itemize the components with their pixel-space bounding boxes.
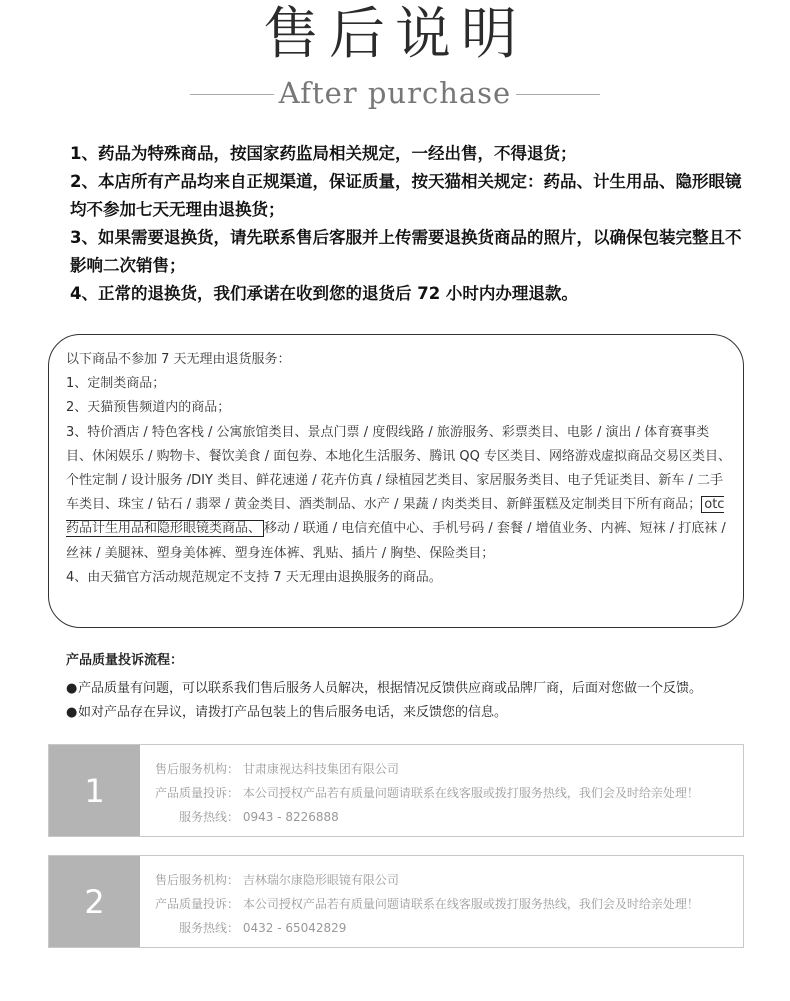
service-card	[48, 744, 744, 837]
excluded-goods-notice	[66, 348, 732, 590]
rule-item: 1、药品为特殊商品，按国家药监局相关规定，一经出售，不得退货；	[70, 144, 577, 163]
complaint-point-text: 如对产品存在异议，请拨打产品包装上的售后服务电话，来反馈您的信息。	[78, 705, 508, 720]
org-label: 售后服务机构：	[155, 873, 240, 887]
card-number: 1	[49, 745, 140, 836]
bullet-icon: ●	[66, 705, 78, 720]
bullet-icon: ●	[66, 681, 78, 696]
org-value: 甘肃康视达科技集团有限公司	[242, 762, 399, 776]
page-subtitle: After purchase	[278, 76, 512, 110]
card-details	[155, 757, 740, 829]
org-row	[155, 868, 740, 892]
complaint-value: 本公司授权产品若有质量问题请联系在线客服或拨打服务热线，我们会及时给亲处理！	[242, 786, 699, 800]
service-card	[48, 855, 744, 948]
complaint-label: 产品质量投诉：	[155, 786, 240, 800]
notice-item: 2、天猫预售频道内的商品；	[66, 400, 231, 416]
notice-item: 4、由天猫官方活动规范规定不支持 7 天无理由退换服务的商品。	[66, 569, 442, 585]
page-title: 售后说明	[263, 2, 527, 67]
highlighted-otc-text: otc 药品计生用品和隐形眼镜类商品、	[66, 497, 725, 537]
rule-item: 3、如果需要退换货，请先联系售后客服并上传需要退换货商品的照片，以确保包装完整且不影响二次销售；	[70, 228, 742, 275]
complaint-row	[155, 781, 740, 805]
notice-item	[66, 421, 732, 566]
card-number: 2	[49, 856, 140, 947]
notice-item: 1、定制类商品；	[66, 376, 166, 392]
hotline-row	[155, 916, 740, 940]
complaint-label: 产品质量投诉：	[155, 897, 240, 911]
notice-item-text: 3、特价酒店 / 特色客栈 / 公寓旅馆类目、景点门票 / 度假线路 / 旅游服务、彩票类目、电影 / 演出 / 体育赛事类目、休闲娱乐 / 购物卡、餐饮美食 / 面包券、本地化生活服务、腾讯 QQ 专区类目、网络游戏虚拟商品交易区类目、个性定制 / 设计服务 /DIY 类目、鲜花速递 / 花卉仿真 / 绿植园艺类目、家居服务类目、电子凭证类目、新车 / 二手车类目、珠宝 / 钻石 / 翡翠 / 黄金类目、酒类制品、水产 / 果蔬 / 肉类类目、新鲜蛋糕及定制类目下所有商品；	[66, 424, 732, 513]
hotline-label: 服务热线：	[179, 921, 240, 935]
org-value: 吉林瑞尔康隐形眼镜有限公司	[242, 873, 399, 887]
rule-item: 4、正常的退换货，我们承诺在收到您的退货后 72 小时内办理退款。	[70, 284, 578, 303]
complaint-process	[66, 649, 766, 725]
complaint-point	[66, 701, 766, 725]
hotline-value: 0943 - 8226888	[242, 810, 339, 824]
complaint-heading: 产品质量投诉流程：	[66, 653, 184, 668]
hotline-row	[155, 805, 740, 829]
subtitle-rule-right	[516, 94, 600, 95]
hotline-label: 服务热线：	[179, 810, 240, 824]
return-rules	[70, 140, 750, 308]
card-details	[155, 868, 740, 940]
complaint-point-text: 产品质量有问题，可以联系我们售后服务人员解决，根据情况反馈供应商或品牌厂商，后面对您做一个反馈。	[78, 681, 703, 696]
org-label: 售后服务机构：	[155, 762, 240, 776]
hotline-value: 0432 - 65042829	[242, 921, 347, 935]
notice-item-text: 移动 / 联通 / 电信充值中心、手机号码 / 套餐 / 增值业务、内裤、短袜 / 打底袜 / 丝袜 / 美腿袜、塑身美体裤、塑身连体裤、乳贴、插片 / 胸垫、保险类目；	[66, 521, 726, 561]
org-row	[155, 757, 740, 781]
complaint-point	[66, 677, 766, 701]
notice-intro: 以下商品不参加 7 天无理由退货服务：	[66, 352, 291, 367]
subtitle-wrap	[190, 74, 600, 114]
rule-item: 2、本店所有产品均来自正规渠道，保证质量，按天猫相关规定：药品、计生用品、隐形眼镜均不参加七天无理由退换货；	[70, 172, 742, 219]
complaint-row	[155, 892, 740, 916]
complaint-value: 本公司授权产品若有质量问题请联系在线客服或拨打服务热线，我们会及时给亲处理！	[242, 897, 699, 911]
